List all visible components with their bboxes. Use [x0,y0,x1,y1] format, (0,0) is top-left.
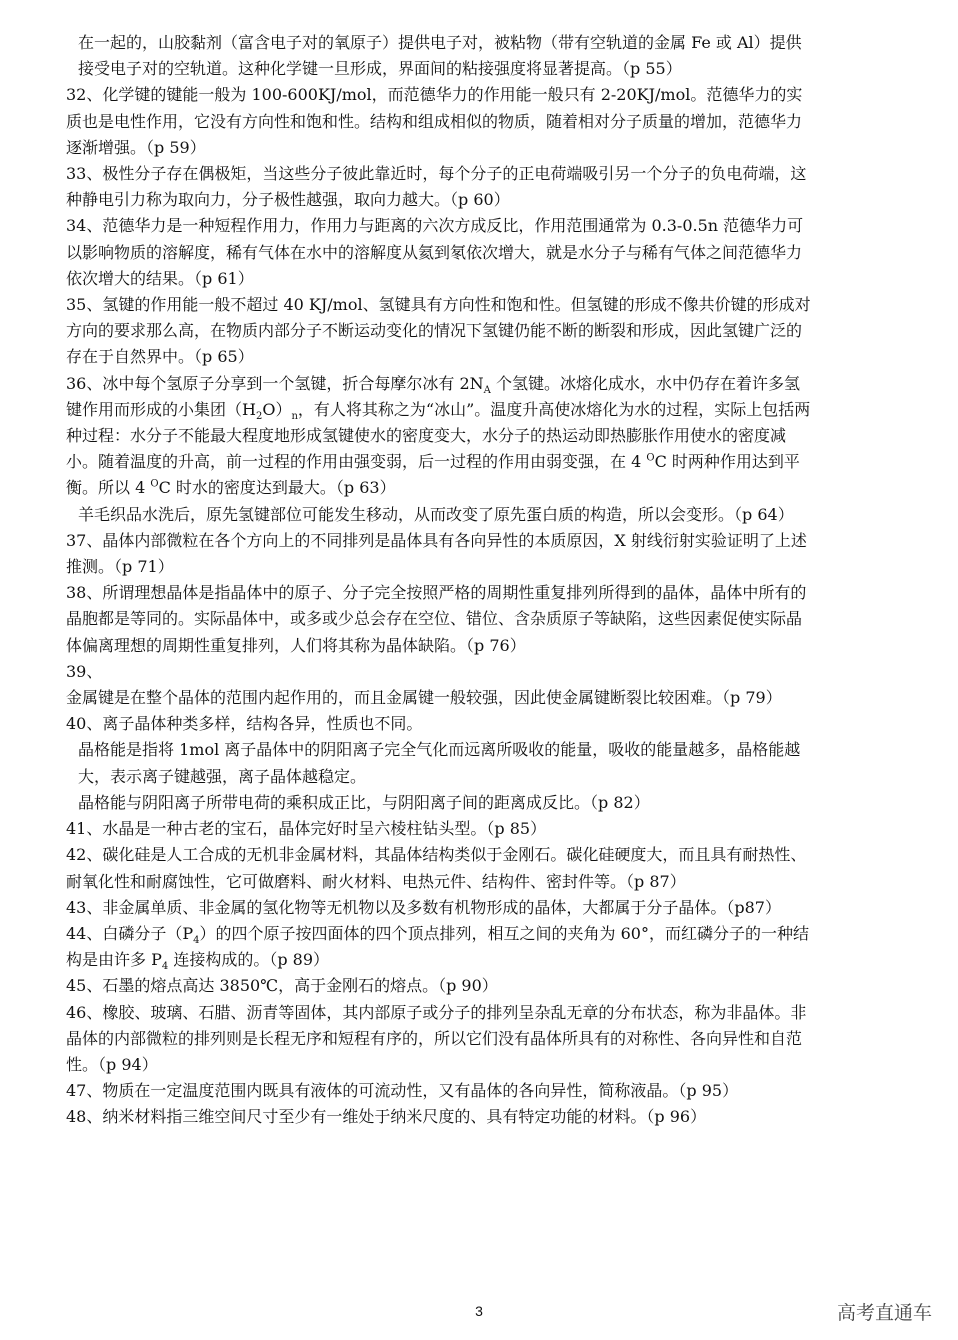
item-number: 42、 [66,845,103,865]
item-text: 氢键的作用能一般不超过 40 KJ/mol、氢键具有方向性和饱和性。但氢键的形成不像共价键的形成对方向的要求那么高，在物质内部分子不断运动变化的情况下氢键仍能不断的断裂和形成，因此氢键广泛的存在于自然界中。（p 65） [66,295,811,367]
item-number: 45、 [66,976,103,996]
subscript: 2 [255,411,263,423]
list-item [66,973,812,999]
item-number: 34、 [66,216,103,236]
list-item [66,82,812,161]
item-text: 范德华力是一种短程作用力，作用力与距离的六次方成反比，作用范围通常为 0.3-0.5n 范德华力可以影响物质的溶解度，稀有气体在水中的溶解度从氦到氡依次增大，就是水分子与稀有气体之间范德华力依次增大的结果。（p 61） [66,216,804,288]
list-item [66,921,812,973]
item-text: 连接构成的。（p 89） [168,950,330,970]
item-text: 橡胶、玻璃、石腊、沥青等固体，其内部原子或分子的排列呈杂乱无章的分布状态，称为非晶体。非晶体的内部微粒的排列则是长程无序和短程有序的，所以它们没有晶体所具有的对称性、各向异性和自范性。（p 94） [66,1002,807,1074]
list-item [66,161,812,213]
item-text: 所谓理想晶体是指晶体中的原子、分子完全按照严格的周期性重复排列所得到的晶体，晶体中所有的晶胞都是等同的。实际晶体中，或多或少总会存在空位、错位、含杂质原子等缺陷，这些因素促使实际晶体偏离理想的周期性重复排列，人们将其称为晶体缺陷。（p 76） [66,583,807,655]
item-text: ）的四个原子按四面体的四个顶点排列，相互之间的夹角为 60°，而红磷分子的一种结构是由许多 P [66,923,809,970]
item-number: 46、 [66,1002,103,1022]
item-number: 35、 [66,295,103,315]
list-item [66,711,812,816]
item-extra-paragraph: 羊毛织品水洗后，原先氢键部位可能发生移动，从而改变了原先蛋白质的构造，所以会变形。（p 64） [78,504,794,524]
item-number: 33、 [66,164,103,184]
item-text: O） [262,399,292,419]
list-item [66,1000,812,1079]
item-text: 金属键是在整个晶体的范围内起作用的，而且金属键一般较强，因此使金属键断裂比较困难。（p 79） [66,688,782,708]
superscript: O [646,452,655,464]
item-number: 39、 [66,661,103,681]
list-item [66,528,812,580]
list-item [66,580,812,659]
item-text: 纳米材料指三维空间尺寸至少有一维处于纳米尺度的、具有特定功能的材料。（p 96） [102,1107,707,1127]
item-text: C 时两种作用达到平衡。所以 4 [66,452,800,498]
item-text: 碳化硅是人工合成的无机非金属材料，其晶体结构类似于金刚石。碳化硅硬度大，而且具有耐热性、耐氧化性和耐腐蚀性，它可做磨料、耐火材料、电热元件、结构件、密封件等。（p 87） [66,845,807,891]
item-text: 离子晶体种类多样，结构各异，性质也不同。 [102,714,423,734]
item-extra-paragraph: 晶格能是指将 1mol 离子晶体中的阴阳离子完全气化而远离所吸收的能量，吸收的能量越多，晶格能越大，表示离子键越强，离子晶体越稳定。 [78,740,801,786]
item-text: 极性分子存在偶极矩，当这些分子彼此靠近时，每个分子的正电荷端吸引另一个分子的负电荷端，这种静电引力称为取向力，分子极性越强，取向力越大。（p 60） [66,164,807,210]
list-item [66,816,812,842]
item-text: 石墨的熔点高达 3850℃，高于金刚石的熔点。（p 90） [102,976,498,996]
item-number: 47、 [66,1081,103,1101]
list-item [66,371,812,528]
document-body [66,30,812,1131]
subscript: n [291,411,298,423]
item-text: 白磷分子（P [102,923,194,943]
item-number: 37、 [66,530,103,550]
subscript: A [483,384,491,396]
item-text: C 时水的密度达到最大。（p 63） [158,478,396,498]
item-number: 38、 [66,583,103,603]
page-number: 3 [475,1303,483,1319]
item-text: 水晶是一种古老的宝石，晶体完好时呈六棱柱钻头型。（p 85） [102,819,547,839]
item-text: 冰中每个氢原子分享到一个氢键，折合每摩尔冰有 2N [102,373,484,393]
item-number: 32、 [66,85,103,105]
list-item [66,1078,812,1104]
item-text: 非金属单质、非金属的氢化物等无机物以及多数有机物形成的晶体，大都属于分子晶体。（p87） [102,897,781,917]
list-item [66,1104,812,1130]
intro-paragraph: 在一起的，山胶黏剂（富含电子对的氧原子）提供电子对，被粘物（带有空轨道的金属 Fe 或 Al）提供接受电子对的空轨道。这种化学键一旦形成，界面间的粘接强度将显著提高。（p 55） [78,33,802,79]
item-text: 化学键的键能一般为 100-600KJ/mol，而范德华力的作用能一般只有 2-20KJ/mol。范德华力的实质也是电性作用，它没有方向性和饱和性。结构和组成相似的物质，随着相对分子质量的增加，范德华力逐渐增强。（p 59） [66,85,803,157]
item-number: 43、 [66,897,103,917]
superscript: O [150,479,159,491]
item-number: 41、 [66,819,103,839]
item-number: 36、 [66,373,103,393]
list-item [66,292,812,371]
item-number: 44、 [66,923,103,943]
watermark-text: 高考直通车 [836,1302,932,1324]
item-number: 48、 [66,1107,103,1127]
item-text: 物质在一定温度范围内既具有液体的可流动性，又有晶体的各向异性，简称液晶。（p 95） [102,1081,739,1101]
item-number: 40、 [66,714,103,734]
list-item [66,842,812,894]
item-text: ，有人将其称之为“冰山”。温度升高使冰熔化为水的过程，实际上包括两种过程：水分子不能最大程度地形成氢键使水的密度变大，水分子的热运动即热膨胀作用使水的密度减小。随着温度的升高，前一过程的作用由强变弱，后一过程的作用由弱变强，在 4 [66,399,811,472]
list-item [66,895,812,921]
list-item [66,659,812,711]
subscript: 4 [161,961,169,973]
subscript: 4 [193,935,200,947]
list-item [66,213,812,292]
item-extra-paragraph: 晶格能与阴阳离子所带电荷的乘积成正比，与阴阳离子间的距离成反比。（p 82） [78,792,650,812]
item-text: 晶体内部微粒在各个方向上的不同排列是晶体具有各向异性的本质原因，X 射线衍射实验证明了上述推测。（p 71） [66,530,807,577]
item-text: 个氢键。冰熔化成水，水中仍存在着许多氢键作用而形成的小集团（H [66,373,800,419]
